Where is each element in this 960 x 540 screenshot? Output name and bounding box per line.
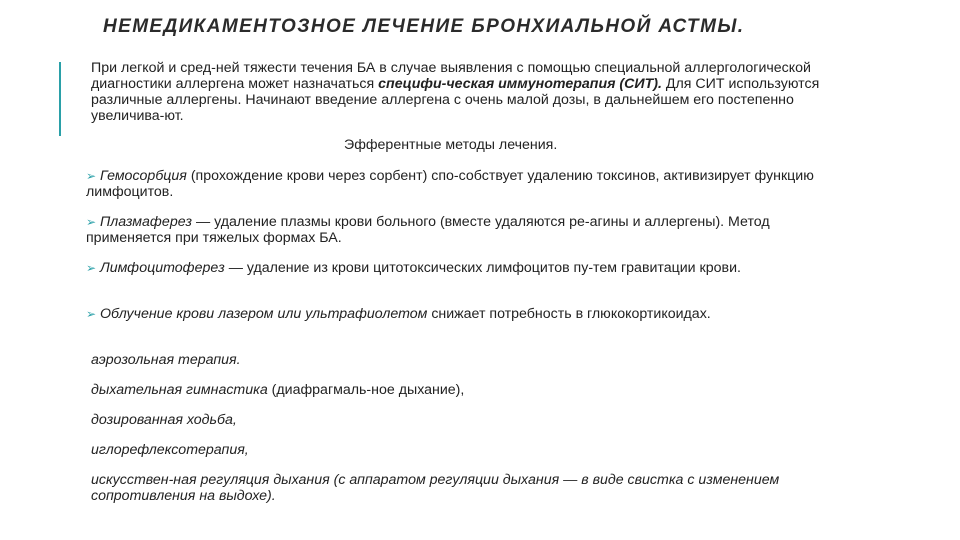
list-item [91, 352, 241, 368]
list-item [91, 382, 464, 398]
bullet-term: Облучение крови лазером или ультрафиолетом [100, 306, 428, 322]
subheading: Эфферентные методы лечения. [344, 137, 558, 153]
bullet-term: Плазмаферез [100, 214, 193, 230]
intro-emphasis: специфи-ческая иммунотерапия (СИТ). [378, 76, 662, 92]
item-text: (диафрагмаль-ное дыхание), [267, 382, 465, 398]
bullet-term: Гемосорбция [100, 168, 187, 184]
intro-text-1: При легкой и сред-ней тяжести течения БА в случае выявления с помощью специальной аллергологической диагностики аллергена может назначаться [91, 60, 811, 92]
bullet-text: (прохождение крови через сорбент) спо-собствует удалению токсинов, активизирует функцию лимфоцитов. [86, 168, 814, 200]
bullet-item [86, 214, 846, 246]
bullet-term: Лимфоцитоферез [100, 260, 225, 276]
intro-text-2: Для СИТ используются различные аллергены. Начинают введение аллергена с очень малой дозы, в дальнейшем его постепенно увеличива-ют. [91, 76, 820, 124]
item-term: дозированная ходьба, [91, 412, 237, 428]
list-item [91, 412, 237, 428]
item-term: дыхательная гимнастика [91, 382, 268, 398]
bullet-item [86, 168, 846, 200]
bullet-text: снижает потребность в глюкокортикоидах. [427, 306, 711, 322]
item-term: искусствен-ная регуляция дыхания (с аппаратом регуляции дыхания — в виде свистка с изменением сопротивления на выдохе). [91, 472, 780, 504]
bullet-text: — удаление из крови цитотоксических лимфоцитов пу-тем гравитации крови. [224, 260, 741, 276]
bullet-text: — удаление плазмы крови больного (вместе удаляются ре-агины и аллергены). Метод применяется при тяжелых формах БА. [86, 214, 770, 246]
item-term: аэрозольная терапия. [91, 352, 241, 368]
arrow-bullet-icon: ➢ [86, 261, 97, 275]
intro-paragraph [91, 60, 836, 124]
arrow-bullet-icon: ➢ [86, 215, 97, 229]
list-item [91, 442, 249, 458]
bullet-item [86, 306, 846, 322]
bullet-item [86, 260, 846, 276]
accent-line [59, 62, 61, 136]
arrow-bullet-icon: ➢ [86, 169, 97, 183]
list-item [91, 472, 841, 504]
arrow-bullet-icon: ➢ [86, 307, 97, 321]
item-term: иглорефлексотерапия, [91, 442, 249, 458]
slide-title: НЕМЕДИКАМЕНТОЗНОЕ ЛЕЧЕНИЕ БРОНХИАЛЬНОЙ АСТМЫ. [103, 16, 745, 37]
